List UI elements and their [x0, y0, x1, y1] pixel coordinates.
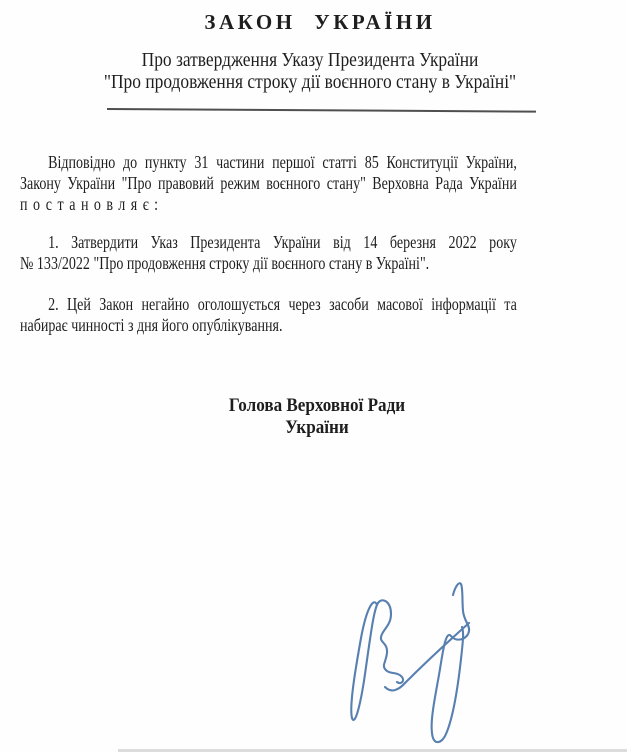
preamble-resolves-word: постановляє:	[20, 194, 164, 214]
signature-stroke-right	[432, 583, 470, 742]
article-2-paragraph	[20, 294, 517, 336]
law-title: ЗАКОН УКРАЇНИ	[204, 10, 436, 34]
signatory-title-line-1: Голова Верховної Ради	[228, 395, 406, 416]
article-2-line-1: 2. Цей Закон негайно оголошується через засоби масової інформації та	[48, 294, 517, 314]
preamble-line-2: Закону України "Про правовий режим воєнного стану" Верховна Рада України	[20, 173, 517, 193]
article-1-paragraph	[20, 232, 517, 274]
handwritten-signature-ink	[330, 570, 490, 752]
law-subtitle	[5, 49, 615, 93]
signatory-title	[137, 395, 497, 438]
article-2-line-2: набирає чинності з дня його опублікування.	[20, 315, 283, 335]
article-1-line-1: 1. Затвердити Указ Президента України від 14 березня 2022 року	[48, 232, 517, 252]
divider-rule	[107, 108, 536, 113]
signatory-title-line-2: України	[285, 416, 349, 438]
law-subtitle-line-1: Про затвердження Указу Президента України	[141, 49, 479, 71]
preamble-paragraph	[20, 152, 517, 215]
preamble-line-1: Відповідно до пункту 31 частини першої статті 85 Конституції України,	[48, 152, 517, 172]
law-subtitle-line-2: "Про продовження строку дії воєнного стану в Україні"	[103, 71, 517, 93]
signature-stroke-crossbar	[385, 623, 469, 690]
signature-stroke-left	[351, 600, 403, 720]
article-1-line-2: № 133/2022 "Про продовження строку дії воєнного стану в Україні".	[20, 253, 430, 273]
